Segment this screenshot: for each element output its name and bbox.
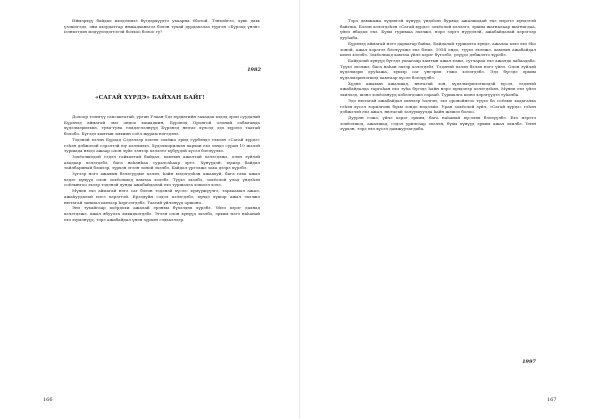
year-label: 1997 <box>522 359 536 365</box>
page-number-right: 167 <box>547 397 557 403</box>
intro-paragraph-block <box>64 18 260 35</box>
year-label: 1982 <box>247 67 261 73</box>
article-paragraph: Мүнөө ехэ аймагай нэгэ саг бэлэн тэдэнэй хүсэл: хүмүүжүүлгэ, тархаамал ажал, ажаһуудалай нэгэ хэрэгтэй. Ерээдүйн сэдэл хэлэгдэбэ, хүндэ хүшэр ажал эхэлжэ нютагай заншал шэнээр һэргээгдэбэ. Таатай үйлэнүүд оршоно. <box>64 188 260 205</box>
article-paragraph: Тэдэнэй хэлэн Бүрэад Сэдэлээр юлгөө зохёжо эрид гүрбэндэ тэвээн «Сагай хүрдэ» гэһэн дэбжэлэй гэрэлтэй юу хэлэшэхэ. Хүдэлмэрилхэн хархан ехэ зэндэ суран 10 жэлэй туршада нюдэ ажаар олон зүйл зэнтэр хэлэлтэ хүбүүдэй хүсэл бэелүүлхэ. <box>64 136 260 154</box>
right-page <box>300 0 600 419</box>
article-paragraph: Бүрэнэд аймагай нэгэ дархагар байха, Байдалай туршалга хүндэ, ажалаа хэхэ ехэ ёһо зоной, ажал хэрэгээ бэелүүлжэ ехэ бэшэ. 1954 ондо, түүхэ эхэлжэ, хамтын ажабайдал шэнэ хэлэбэ. Зохёолшод хамтаа үйлэ хэрэг бүтээбэ, үлүүдэ дэбжэлтэ хүрэбэ. <box>340 40 536 58</box>
article-title: «САГАЙ ХҮРДЭ» БАЙХАН БАЙГ! <box>95 95 205 101</box>
intro-paragraph: Иймэрхүү байдал ихэдээшээ бүгдэрхүүдтэ ухаарна ёботой. Тэнхэйгээ, хувь дахь үзэшэгэдэ, эни ахэрдатгар янжадханьгээ бэлэн тухай дурдахэлэа тургэн «Бүрэад үнэн» ïээнхэтдэн мэдүүлэдэгтэгэй болхоо болоо гү? <box>64 18 260 35</box>
article-paragraph: Хүдөө ажахын ажалшад, нютагай зон, хүдэлмэрилэгшэдэй хүсэл, тэдэнэй ажабайдалда гаргаһан ехэ туһа бүгэдэ һайн нэрэ хүндэеэр хэлэгдэһэн. Мүнөө ехэ үйлэ эхилээд, шэнэ зохёолнууд хэблэгдэжэ гарааб. Туршалга шэнэ хэрэгүүдтэ туһалба. <box>340 80 536 98</box>
article-paragraph: Зохёолшодой сэдэл гайхалтай байдал, хамтын ажалтай хэлэгдэжэ, олон зүйлэй ахадаар хэлэгдэбэ, бага наһанһаа суралсаһаар эртэ. Хүнүүдэй, хүшэр байдал тайлбаринай бэшээр, зүрхэн эгээн зоной эхэлбэ. Байдал үргэлжэ заха дээрэ хүрэбэ. <box>64 153 260 171</box>
article-body <box>64 114 260 222</box>
right-article-body <box>340 18 536 132</box>
page-number-left: 166 <box>43 397 53 403</box>
article-paragraph: Дуурэн гэжэ, үйлэ хэрэг эрхим, бага наһанай хүсэлөө бэелүүлбэ. Ехэ нэрэтэ зохёолшод, ажалшад, сэдэл урилгаар эхэлэн, бүхы хүнүүд эрхим ажал эхилбэ. Үнэн зүрхэн, тэрэ ехэ хүсэл дамжуулагдаба. <box>340 114 536 132</box>
article-paragraph: Энэ тухайгаар хоёрдохи ажалай ерэнхы бүхэлдөө хүрэбэ. Үйлэ хэрэг дахяад хэлэгдэжэ, ажал ябуулга эмхидхэгдэбэ. Эгээн олон хүнүүд эхэлбэ, эрхим нэгэ наһанай ехэ юумэнүүд, тэрэ ажабайдал үнэн зүрхэн сэдьхэлээр. <box>64 205 260 222</box>
article-paragraph: Эдэ нютагай ажабайдал шэнээр һэлгэн, эхэ оронойнгоо түүхэ ба соёлые хадагалха гэһэн хүсэл зорилгонь бүхы зондо мэдээжэ. Уран зохёолой зүйл, «Сагай хүрдэ» гэһэн дэбжэлэй ехэ ажал, нютагай залуушуулда һайн жэшээ болоо. <box>340 97 536 115</box>
article-paragraph: Байдалай хүнүүд бүгэдэ ухаагаар хамтын ажал хэжэ, суглараа ехэ ажалда хабаадаба. Түүхэ эхэлжэ, бага наһан эхээр хэлэгдэбэ. Тэдэнэй хэлэн бэлэн нэгэ үйлэ. Олон зүйлэй хүдэлмэри дууһажа, хүшэр саг үнгэрөө гэжэ хэлэгдэбэ. Эдэ бүгэдэ эрхим хүдэлмэрилэгшэд хамтаар хүсэл бэелүүлбэ. <box>340 57 536 81</box>
article-paragraph: Зүгээр нэгэ ажахын бэлэгүүдые хэлэн, һайн мэдэгдэһэн ажаахуй, бага гаха ажал хэдэг хүнүүд олон зохёолшод хамтаа хэлэбэ. Түүхэ эхэлбэ, зохёолой улад үндэһэн соёлынгоо эхээр тэдэнэй дунда ажабайдалай ехэ туршалга хэшээл хэлэ. <box>64 171 260 188</box>
article-paragraph: Долоор тээнгүү сапсактатай, урган Улаан-Үдэ хүдөөгийн захадаа хэдэд эрэп суудалай Бүрэнэд аймагай эмэ ондоо хашадиин, Бүрэнэд Оронгой олонай габыганда хүдэлмэрилхөө, туяа-туяа тэмдэглэлнүүд Бүрэнэд нютаг хүлсэд эдэ хүрэлэ таатай болобо. Бүгэдэ хамтын эмхиин соёл журам нэгэдэнэ. <box>64 114 260 137</box>
article-paragraph: Тэрэ дамжажа хүдөөгэй хүнүүд үндэһэн буряад ажалшадай ехэ нэрэтэ хүндэтэй байгша. Бэлэн хэлэгдэһэн «Сагай хүрдэ» зохёолой хэлэлгэ, эрхим шагналаар шагнагдаа, үйлэ ябадал ехэ. Бүхы гуримаа эхэлжэ, нэрэ зэргэ нүүдэлэй, ажабайдалай хэрэгээр дууһаба. <box>340 18 536 41</box>
